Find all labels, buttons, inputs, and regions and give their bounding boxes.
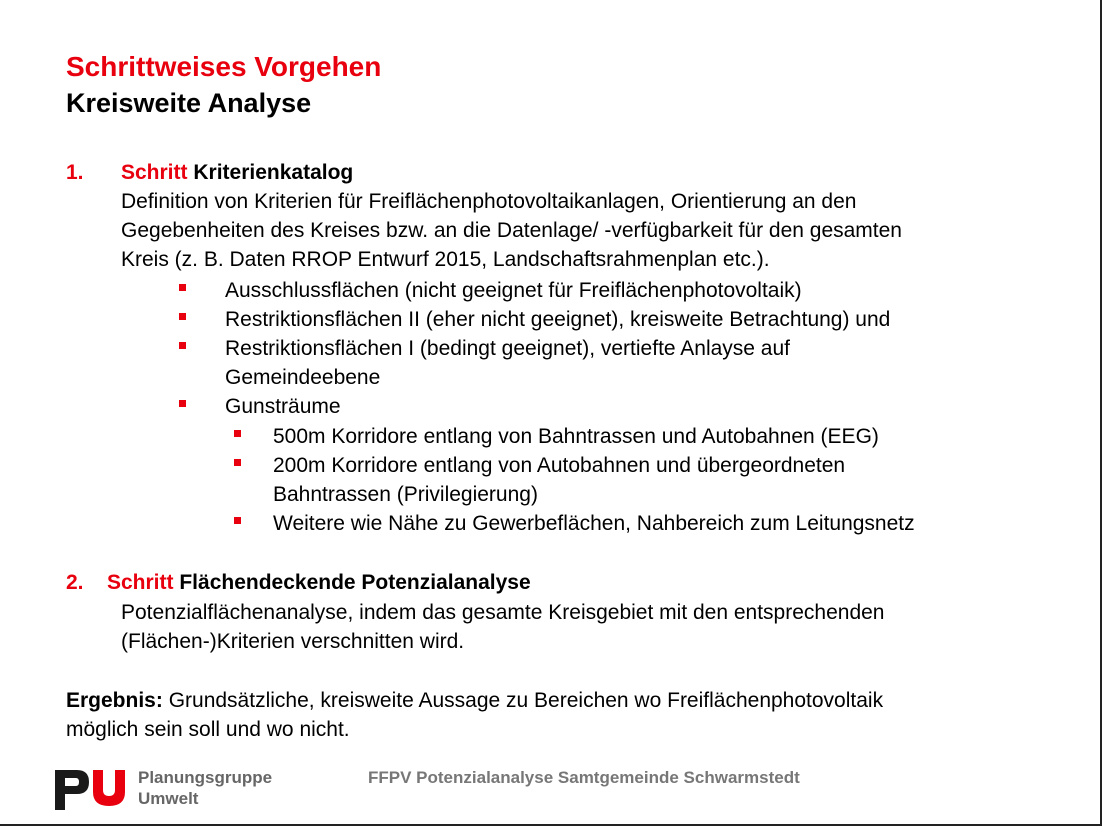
step1-number: 1. bbox=[66, 161, 84, 184]
step2-heading bbox=[107, 568, 531, 597]
step1-body-line: Gegebenheiten des Kreises bzw. an die Datenlage/ -verfügbarkeit für den gesamten bbox=[121, 219, 902, 242]
slide-title: Schrittweises Vorgehen bbox=[66, 51, 382, 82]
footer-company bbox=[138, 767, 272, 809]
result-label: Ergebnis: bbox=[66, 689, 163, 712]
slide-subtitle: Kreisweite Analyse bbox=[66, 88, 312, 118]
company-line-1: Planungsgruppe bbox=[138, 768, 273, 787]
bullet-marker bbox=[179, 284, 186, 291]
bullet-text: Restriktionsflächen I (bedingt geeignet), vertiefte Anlayse auf bbox=[225, 337, 790, 360]
step2-word: Schritt bbox=[107, 571, 174, 594]
subbullet-text: 500m Korridore entlang von Bahntrassen und Autobahnen (EEG) bbox=[273, 425, 879, 448]
planungsgruppe-logo-icon bbox=[55, 766, 129, 812]
step2-number: 2. bbox=[66, 571, 84, 594]
step1-word: Schritt bbox=[121, 161, 188, 184]
result-line-2: möglich sein soll und wo nicht. bbox=[66, 718, 350, 741]
bullet-text: Gemeindeebene bbox=[225, 366, 381, 389]
result-text: Grundsätzliche, kreisweite Aussage zu Bereichen wo Freiflächenphotovoltaik bbox=[162, 689, 884, 712]
bullet-marker bbox=[179, 400, 186, 407]
footer-project-title: FFPV Potenzialanalyse Samtgemeinde Schwarmstedt bbox=[368, 768, 800, 787]
step2-title: Flächendeckende Potenzialanalyse bbox=[179, 571, 531, 594]
subbullet-text: Weitere wie Nähe zu Gewerbeflächen, Nahbereich zum Leitungsnetz bbox=[273, 512, 915, 535]
step2-body-line: Potenzialflächenanalyse, indem das gesamte Kreisgebiet mit den entsprechenden bbox=[121, 601, 885, 624]
bullet-marker bbox=[179, 313, 186, 320]
step2-body-line: (Flächen-)Kriterien verschnitten wird. bbox=[121, 630, 465, 653]
subbullet-marker bbox=[234, 459, 241, 466]
subbullet-marker bbox=[234, 430, 241, 437]
bullet-text: Restriktionsflächen II (eher nicht geeignet), kreisweite Betrachtung) und bbox=[225, 308, 891, 331]
step1-heading bbox=[121, 158, 353, 187]
bullet-text: Gunsträume bbox=[225, 395, 341, 418]
bullet-text: Ausschlussflächen (nicht geeignet für Freiflächenphotovoltaik) bbox=[225, 279, 802, 302]
bullet-marker bbox=[179, 342, 186, 349]
subbullet-text: 200m Korridore entlang von Autobahnen und übergeordneten bbox=[273, 454, 846, 477]
step1-body-line: Definition von Kriterien für Freiflächenphotovoltaikanlagen, Orientierung an den bbox=[121, 190, 857, 213]
subbullet-text: Bahntrassen (Privilegierung) bbox=[273, 483, 538, 506]
step1-title: Kriterienkatalog bbox=[193, 161, 354, 184]
result-line bbox=[66, 686, 883, 715]
step1-body-line: Kreis (z. B. Daten RROP Entwurf 2015, Landschaftsrahmenplan etc.). bbox=[121, 248, 770, 271]
company-line-2: Umwelt bbox=[138, 789, 199, 808]
subbullet-marker bbox=[234, 517, 241, 524]
